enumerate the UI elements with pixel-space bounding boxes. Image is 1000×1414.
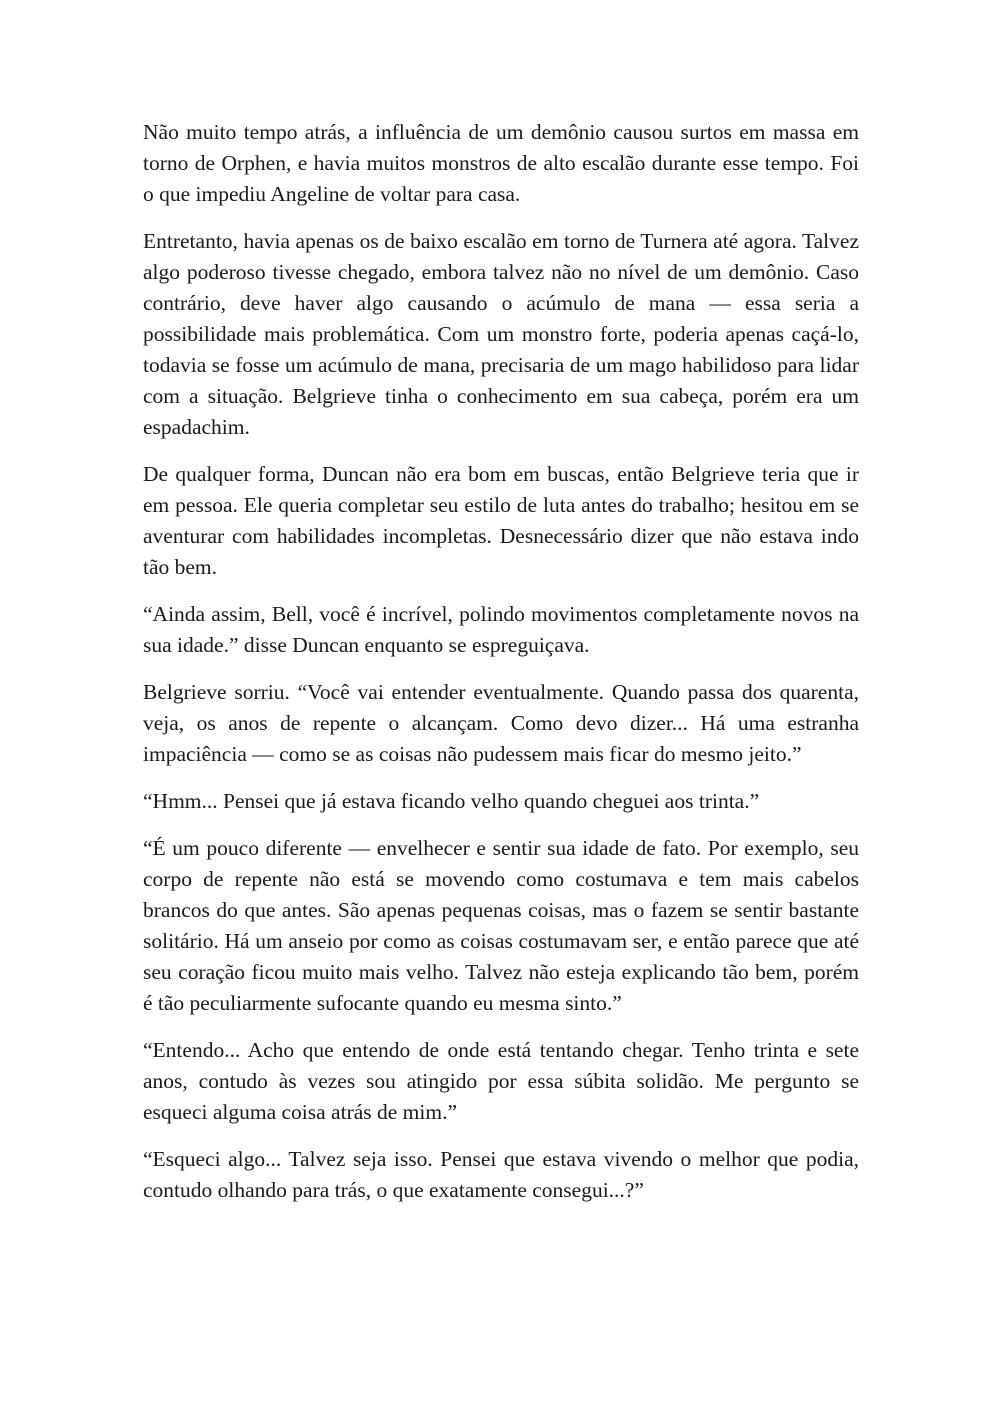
paragraph-1: Não muito tempo atrás, a influência de um demônio causou surtos em massa em torno de Orphen, e havia muitos monstros de alto escalão durante esse tempo. Foi o que impediu Angeline de voltar para casa. bbox=[143, 120, 859, 206]
paragraph-7: “É um pouco diferente — envelhecer e sentir sua idade de fato. Por exemplo, seu corpo de repente não está se movendo como costumava e tem mais cabelos brancos do que antes. São apenas pequenas coisas, mas o fazem se sentir bastante solitário. Há um anseio por como as coisas costumavam ser, e então parece que até seu coração ficou muito mais velho. Talvez não esteja explicando tão bem, porém é tão peculiarmente sufocante quando eu mesma sinto.” bbox=[143, 836, 859, 1015]
paragraph-6: “Hmm... Pensei que já estava ficando velho quando cheguei aos trinta.” bbox=[143, 789, 760, 813]
paragraph-8: “Entendo... Acho que entendo de onde está tentando chegar. Tenho trinta e sete anos, contudo às vezes sou atingido por essa súbita solidão. Me pergunto se esqueci alguma coisa atrás de mim.” bbox=[143, 1038, 859, 1124]
paragraph-9: “Esqueci algo... Talvez seja isso. Pensei que estava vivendo o melhor que podia, contudo olhando para trás, o que exatamente consegui...?” bbox=[143, 1147, 859, 1202]
paragraph-3: De qualquer forma, Duncan não era bom em buscas, então Belgrieve teria que ir em pessoa. Ele queria completar seu estilo de luta antes do trabalho; hesitou em se aventurar com habilidades incompletas. Desnecessário dizer que não estava indo tão bem. bbox=[143, 462, 859, 579]
document-page bbox=[143, 117, 859, 1222]
paragraph-2: Entretanto, havia apenas os de baixo escalão em torno de Turnera até agora. Talvez algo poderoso tivesse chegado, embora talvez não no nível de um demônio. Caso contrário, deve haver algo causando o acúmulo de mana — essa seria a possibilidade mais problemática. Com um monstro forte, poderia apenas caçá-lo, todavia se fosse um acúmulo de mana, precisaria de um mago habilidoso para lidar com a situação. Belgrieve tinha o conhecimento em sua cabeça, porém era um espadachim. bbox=[143, 229, 859, 439]
paragraph-5: Belgrieve sorriu. “Você vai entender eventualmente. Quando passa dos quarenta, veja, os anos de repente o alcançam. Como devo dizer... Há uma estranha impaciência — como se as coisas não pudessem mais ficar do mesmo jeito.” bbox=[143, 680, 859, 766]
paragraph-4: “Ainda assim, Bell, você é incrível, polindo movimentos completamente novos na sua idade.” disse Duncan enquanto se espreguiçava. bbox=[143, 602, 859, 657]
